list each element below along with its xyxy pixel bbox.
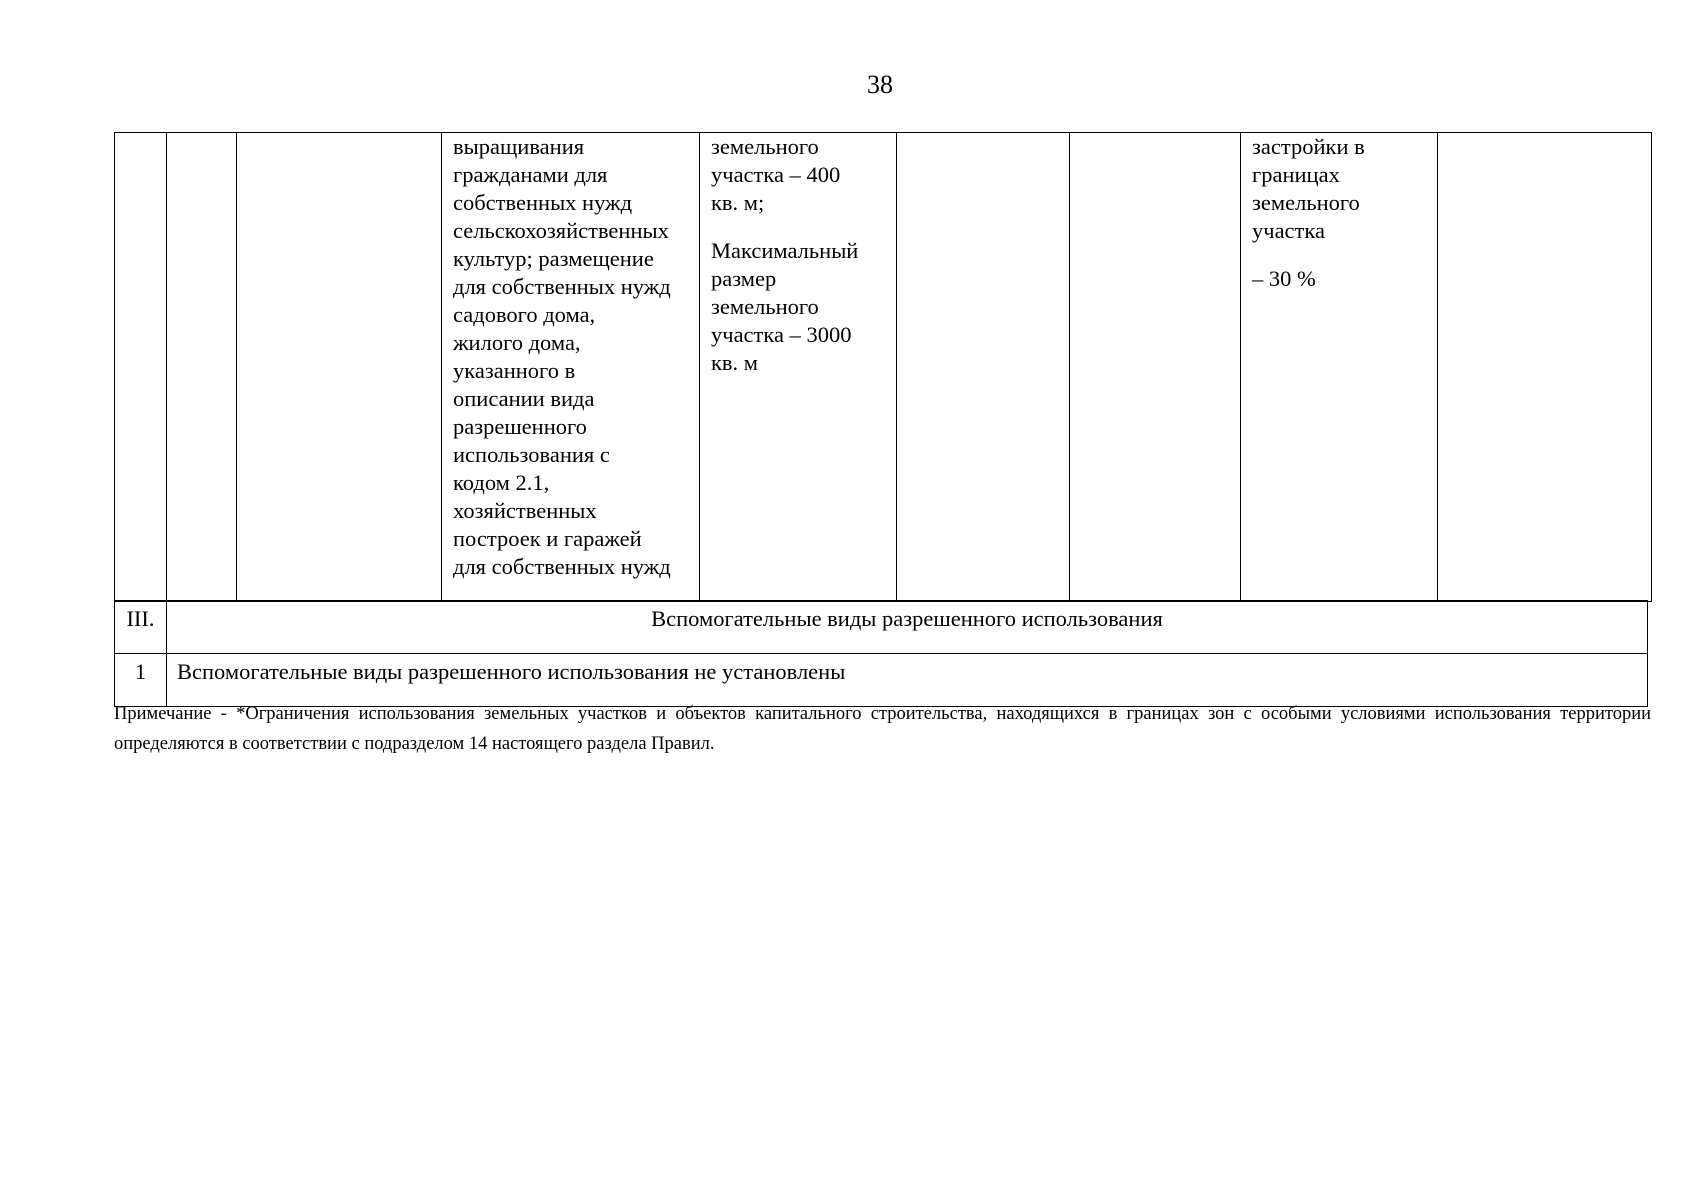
description-line: культур; размещение bbox=[453, 246, 654, 271]
description-line: хозяйственных bbox=[453, 498, 597, 523]
description-line: для собственных нужд bbox=[453, 554, 671, 579]
auxiliary-uses-table bbox=[114, 600, 1648, 707]
size-max-line: кв. м bbox=[711, 350, 759, 375]
coverage-cell bbox=[1241, 133, 1438, 602]
description-line: построек и гаражей bbox=[453, 526, 642, 551]
coverage-value: – 30 % bbox=[1252, 266, 1316, 291]
description-line: разрешенного bbox=[453, 414, 587, 439]
empty-cell-number bbox=[115, 133, 167, 602]
description-line: выращивания bbox=[453, 134, 585, 159]
empty-cell-code bbox=[167, 133, 237, 602]
description-line: кодом 2.1, bbox=[453, 470, 550, 495]
section-heading-row bbox=[115, 601, 1648, 654]
table-row bbox=[115, 133, 1652, 602]
coverage-line: границах bbox=[1252, 162, 1340, 187]
row-number: 1 bbox=[115, 654, 167, 707]
section-number: III. bbox=[115, 601, 167, 654]
size-min-line: участка – 400 bbox=[711, 162, 841, 187]
coverage-line: застройки в bbox=[1252, 134, 1365, 159]
size-max-line: Максимальный bbox=[711, 238, 859, 263]
description-line: указанного в bbox=[453, 358, 576, 383]
empty-cell-restrictions bbox=[1438, 133, 1652, 602]
coverage-line: участка bbox=[1252, 218, 1325, 243]
size-min-line: кв. м; bbox=[711, 190, 765, 215]
description-cell bbox=[442, 133, 700, 602]
description-line: для собственных нужд bbox=[453, 274, 671, 299]
size-min-line: земельного bbox=[711, 134, 819, 159]
description-line: садового дома, bbox=[453, 302, 596, 327]
description-line: гражданами для bbox=[453, 162, 608, 187]
row-text: Вспомогательные виды разрешенного использования не установлены bbox=[167, 654, 1648, 707]
land-size-cell bbox=[700, 133, 897, 602]
empty-cell-setback bbox=[897, 133, 1070, 602]
size-max-line: участка – 3000 bbox=[711, 322, 852, 347]
description-line: жилого дома, bbox=[453, 330, 581, 355]
page-number: 38 bbox=[867, 70, 893, 99]
size-max-line: размер bbox=[711, 266, 777, 291]
description-line: использования с bbox=[453, 442, 610, 467]
continuation-table bbox=[114, 132, 1652, 602]
footnote: Примечание - *Ограничения использования земельных участков и объектов капитального строительства, находящихся в границах зон с особыми условиями использования территории определяются в соответствии с подразделом 14 настоящего раздела Правил. bbox=[114, 704, 1651, 754]
empty-cell-floors bbox=[1070, 133, 1241, 602]
description-line: описании вида bbox=[453, 386, 595, 411]
size-max-line: земельного bbox=[711, 294, 819, 319]
description-line: собственных нужд bbox=[453, 190, 633, 215]
coverage-line: земельного bbox=[1252, 190, 1360, 215]
section-title: Вспомогательные виды разрешенного использования bbox=[167, 601, 1648, 654]
description-line: сельскохозяйственных bbox=[453, 218, 669, 243]
empty-cell-name bbox=[237, 133, 442, 602]
